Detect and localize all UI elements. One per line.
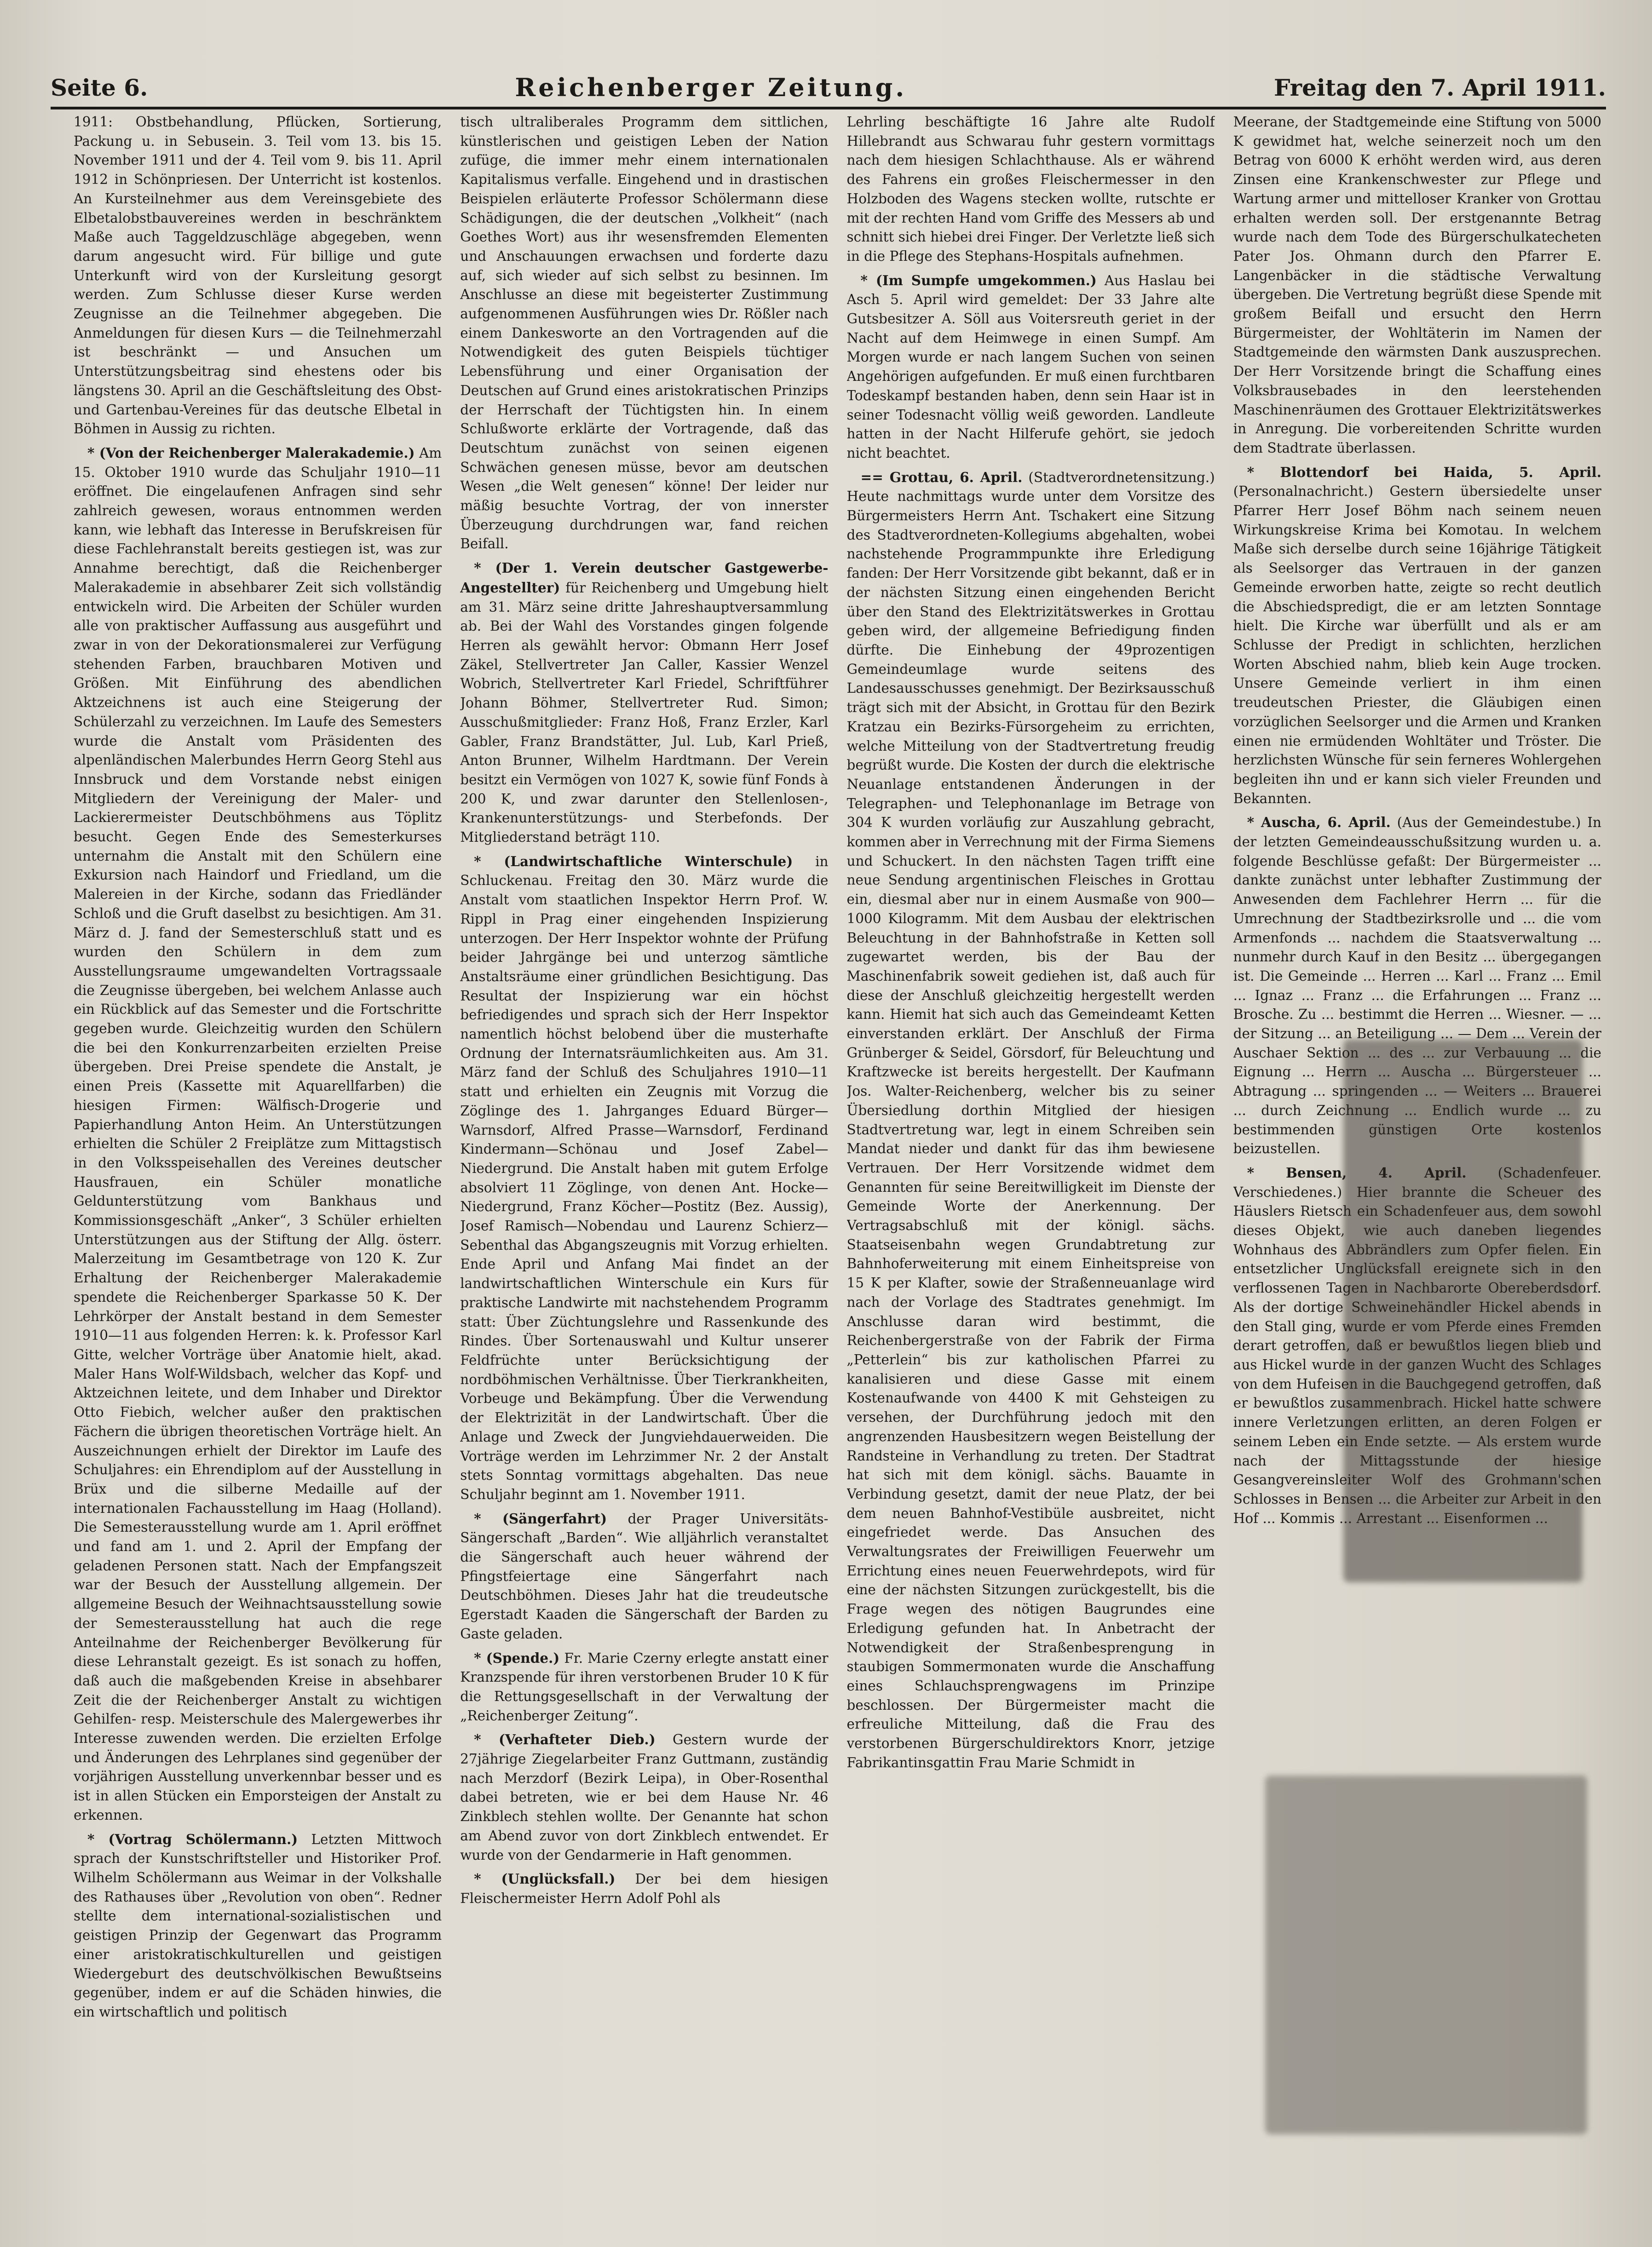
article-heading: * Blottendorf bei Haida, 5. April. bbox=[1247, 464, 1601, 480]
article-heading: * Auscha, 6. April. bbox=[1247, 814, 1391, 831]
article-paragraph bbox=[460, 1649, 828, 1726]
article-paragraph bbox=[847, 468, 1215, 1773]
article-heading: * (Sängerfahrt) bbox=[474, 1510, 607, 1527]
article-text: für Reichenberg und Umgebung hielt am 31. März seine dritte Jahreshauptversammlung ab. Bei der Wahl des Vorstandes gingen folgende Herren als gewählt hervor: Obmann Herr Josef Zäkel, Stellvertreter Jan Caller, Kassier Wenzel Wobrich, Stellvertreter Karl Friedel, Schriftführer Johann Böhmer, Stellvertreter Rud. Simon; Ausschußmitglieder: Franz Hoß, Franz Erzler, Karl Gabler, Franz Brandstätter, Jul. Lub, Karl Prieß, Anton Brunner, Wilhelm Hardtmann. Der Verein besitzt ein Vermögen von 1027 K, sowie fünf Fonds à 200 K, und zwar darunter den Stellenlosen-, Krankenunterstützungs- und Sterbefonds. Der Mitgliederstand beträgt 110. bbox=[460, 580, 829, 845]
article-text: (Stadtverordnetensitzung.) Heute nachmittags wurde unter dem Vorsitze des Bürgermeisters Herrn Ant. Tschakert eine Sitzung des Stadtverordneten-Kollegiums abgehalten, wobei nachstehende Programmpunkte ihre Erledigung fanden: Der Herr Vorsitzende gibt bekannt, daß er in der nächsten Sitzung einen eingehenden Bericht über den Stand des Elektrizitätswerkes in Grottau geben wird, der allgemeine Befriedigung finden dürfte. Die Einhebung der 49prozentigen Gemeindeumlage wurde seitens des Landesausschusses genehmigt. Der Bezirksausschuß trägt sich mit der Absicht, in Grottau für den Bezirk Kratzau ein Bezirks-Fürsorgeheim zu errichten, welche Mitteilung von der Stadtvertretung freudig begrüßt wurde. Die Kosten der durch die elektrische Neuanlage entstandenen Änderungen in der Telegraphen- und Telephonanlage im Betrage von 304 K wurden vorläufig zur Auszahlung gebracht, kommen aber in Verrechnung mit der Firma Siemens und Schuckert. In den nächsten Tagen trifft eine neue Sendung argentinischen Fleisches in Grottau ein, diesmal aber nur in einem Ausmaße von 900—1000 Kilogramm. Mit dem Ausbau der elektrischen Beleuchtung in der Bahnhofstraße in Ketten soll zugewartet werden, bis der Bau der Maschinenfabrik soweit gediehen ist, daß auch für diese der Anschluß gleichzeitig hergestellt werden kann. Hiemit hat sich auch das Gemeindeamt Ketten einverstanden erklärt. Der Anschluß der Firma Grünberger & Seidel, Görsdorf, für Beleuchtung und Kraftzwecke ist bereits hergestellt. Der Kaufmann Jos. Walter-Reichenberg, welcher bis zu seiner Übersiedlung dorthin Mitglied der hiesigen Stadtvertretung war, legt in einem Schreiben sein Mandat nieder und dankt für das ihm bewiesene Vertrauen. Der Herr Vorsitzende widmet dem Genannten für seine Bereitwilligkeit im Dienste der Gemeinde Worte der Anerkennung. Der Vertragsabschluß mit der königl. sächs. Staatseisenbahn wegen Grundabtretung zur Bahnhoferweiterung mit einem Einheitspreise von 15 K per Klafter, sowie der Straßenneuanlage wird nach der Vorlage des Stadtrates genehmigt. Im Anschlusse daran wird bestimmt, die Reichenbergerstraße von der Fabrik der Firma „Petterlein“ bis zur katholischen Pfarrei zu kanalisieren und diese Gasse mit einem Kostenaufwande von 4400 K mit Gehsteigen zu versehen, der Durchführung jedoch mit den angrenzenden Hausbesitzern wegen Beistellung der Randsteine in Verhandlung zu treten. Der Stadtrat hat sich mit dem königl. sächs. Bauamte in Verbindung gesetzt, damit der neue Platz, der bei dem neuen Bahnhof-Vestibüle ausbreitet, nicht eingefriedet werde. Das Ansuchen des Verwaltungsrates der Freiwilligen Feuerwehr um Errichtung eines neuen Feuerwehrdepots, wird für eine der nächsten Sitzungen zurückgestellt, bis die Frage wegen des nötigen Baugrundes eine Erledigung gefunden hat. In Anbetracht der Notwendigkeit der Straßenbesprengung in staubigen Sommermonaten wurde die Anschaffung eines Schlauchsprengwagens im Prinzipe beschlossen. Der Bürgermeister macht die erfreuliche Mitteilung, daß die Frau des verstorbenen Bürgerschuldirektors Knorr, jetzige Fabrikantinsgattin Frau Marie Schmidt in bbox=[846, 469, 1215, 1770]
article-heading: * (Landwirtschaftliche Winterschule) bbox=[474, 853, 793, 869]
article-paragraph bbox=[1233, 113, 1601, 458]
page-number: Seite 6. bbox=[51, 74, 148, 101]
article-text: Meerane, der Stadtgemeinde eine Stiftung von 5000 K gewidmet hat, welche seinerzeit noch um den Betrag von 6000 K erhöht werden wird, aus deren Zinsen eine Krankenschwester zur Pflege und Wartung armer und mittelloser Kranker von Grottau erhalten werden soll. Der erstgenannte Betrag wurde nach dem Tode des Bürgerschulkatecheten Pater Jos. Ohmann durch den Pfarrer E. Langenbäcker in die städtische Verwaltung übergeben. Die Vertretung begrüßt diese Spende mit großem Beifall und ersucht den Herrn Bürgermeister, der Wohltäterin im Namen der Stadtgemeinde den wärmsten Dank auszusprechen. Der Herr Vorsitzende bringt die Schaffung eines Volksbrausebades in den leerstehenden Maschinenräumen des Grottauer Elektrizitätswerkes in Anregung. Die vorbereitenden Schritte wurden dem Stadtrate überlassen. bbox=[1233, 114, 1601, 456]
article-paragraph bbox=[460, 1869, 828, 1908]
article-paragraph bbox=[1233, 463, 1601, 809]
article-heading: * Bensen, 4. April. bbox=[1247, 1164, 1467, 1181]
article-text: Fr. Marie Czerny erlegte anstatt einer Kranzspende für ihren verstorbenen Bruder 10 K für die Rettungsgesellschaft in der Verwaltung der „Reichenberger Zeitung“. bbox=[460, 1650, 829, 1724]
article-text: (Personalnachricht.) Gestern übersiedelte unser Pfarrer Herr Josef Böhm nach seinem neuen Wirkungskreise Krima bei Komotau. In welchem Maße sich derselbe durch seine 16jährige Tätigkeit als Seelsorger das Vertrauen in der ganzen Gemeinde erworben hatte, zeigte so recht deutlich die Abschiedspredigt, die er am letzten Sonntage hielt. Die Kirche war überfüllt und als er am Schlusse der Predigt in schlichten, herzlichen Worten Abschied nahm, blieb kein Auge trocken. Unsere Gemeinde verliert in ihm einen treudeutschen Priester, die Gläubigen einen vorzüglichen Seelsorger und die Armen und Kranken einen nie ermüdenden Wohltäter und Tröster. Die herzlichsten Wünsche für sein ferneres Wohlergehen begleiten ihn und er kann sich vieler Freunden und Bekannten. bbox=[1233, 483, 1601, 806]
article-text: Am 15. Oktober 1910 wurde das Schuljahr 1910—11 eröffnet. Die eingelaufenen Anfragen sind sehr zahlreich gewesen, woraus entnommen werden kann, wie lebhaft das Interesse in Berufskreisen für diese Fachlehranstalt bereits gestiegen ist, was zur Annahme berechtigt, daß die Reichenberger Malerakademie in absehbarer Zeit sich vollständig entwickeln wird. Die Arbeiten der Schüler wurden alle von praktischer Auffassung aus ausgeführt und zwar in von der Dekorationsmalerei zur Verfügung stehenden Farben, brauchbaren Motiven und Größen. Mit Einführung des abendlichen Aktzeichnens ist auch eine Steigerung der Schülerzahl zu verzeichnen. Im Laufe des Semesters wurde die Anstalt vom Präsidenten des alpenländischen Malerbundes Herrn Georg Stehl aus Innsbruck und dem Vorstande nebst einigen Mitgliedern der Vereinigung der Maler- und Lackierermeister Deutschböhmens aus Töplitz besucht. Gegen Ende des Semesterkurses unternahm die Anstalt mit den Schülern eine Exkursion nach Haindorf und Friedland, um die Malereien in der Kirche, sodann das Friedländer Schloß und die Gruft daselbst zu besichtigen. Am 31. März d. J. fand der Semesterschluß statt und es wurden den Schülern in dem zum Ausstellungsraume umgewandelten Vortragssaale die Zeugnisse übergeben, bei welchem Anlasse auch ein Rückblick auf das Semester und die Fortschritte gegeben wurde. Gleichzeitig wurden den Schülern die bei den Konkurrenzarbeiten erzielten Preise übergeben. Drei Preise spendete die Anstalt, je einen Preis (Kassette mit Aquarellfarben) die hiesigen Firmen: Wälfisch-Drogerie und Papierhandlung Anton Heim. An Unterstützungen erhielten die Schüler 2 Freiplätze zum Mittagstisch in den Volksspeisehallen des Vereines deutscher Hausfrauen, ein Schüler monatliche Geldunterstützung vom Bankhaus und Kommissionsgeschäft „Anker“, 3 Schüler erhielten Unterstützungen aus der Stiftung der Allg. österr. Malerzeitung im Gesamtbetrage von 120 K. Zur Erhaltung der Reichenberger Malerakademie spendete die Reichenberger Sparkasse 50 K. Der Lehrkörper der Anstalt bestand in dem Semester 1910—11 aus folgenden Herren: k. k. Professor Karl Gitte, welcher Vorträge über Anatomie hielt, akad. Maler Hans Wolf-Wildsbach, welcher das Kopf- und Aktzeichnen leitete, und dem Inhaber und Direktor Otto Fiebich, welcher außer den praktischen Fächern die übrigen theoretischen Vorträge hielt. An Auszeichnungen erhielt der Direktor im Laufe des Schuljahres: ein Ehrendiplom auf der Ausstellung in Brüx und die silberne Medaille auf der internationalen Fachausstellung im Haag (Holland). Die Semesterausstellung wurde am 1. April eröffnet und fand am 1. und 2. April der Empfang der geladenen Personen statt. Nach der Empfangszeit war der Besuch der Ausstellung allgemein. Der allgemeine Besuch der Weihnachtsausstellung sowie der Semesterausstellung hat auch die rege Anteilnahme der Reichenberger Bevölkerung für diese Lehranstalt gezeigt. Es ist sonach zu hoffen, daß auch die maßgebenden Kreise in absehbarer Zeit die der Reichenberger Anstalt zu wichtigen Gehilfen- resp. Meisterschule des Malergewerbes ihr Interesse zuwenden werden. Die erzielten Erfolge und Änderungen des Lehrplanes sind gegenüber der vorjährigen Ausstellung unverkennbar besser und es ist in allen Stücken ein Emporsteigen der Anstalt zu erkennen. bbox=[74, 445, 442, 1823]
article-text: Letzten Mittwoch sprach der Kunstschriftsteller und Historiker Prof. Wilhelm Schölermann aus Weimar in der Volkshalle des Rathauses über „Revolution von oben“. Redner stellte dem international-sozialistischen und geistigen Prinzip der Gegenwart das Programm einer aristokratischkulturellen und geistigen Wiedergeburt des deutschvölkischen Bewußtseins gegenüber, indem er auf die Schäden hinwies, die ein wirtschaftlich und politisch bbox=[74, 1831, 442, 2020]
article-heading: * (Von der Reichenberger Malerakademie.) bbox=[87, 444, 415, 461]
article-heading: * (Verhafteter Dieb.) bbox=[474, 1731, 656, 1748]
article-paragraph bbox=[460, 1509, 828, 1644]
article-text: in Schluckenau. Freitag den 30. März wurde die Anstalt vom staatlichen Inspektor Herrn Prof. W. Rippl in Prag einer eingehenden Inspizierung unterzogen. Der Herr Inspektor wohnte der Prüfung beider Jahrgänge bei und unterzog sämtliche Anstaltsräume einer gründlichen Besichtigung. Das Resultat der Inspizierung war ein höchst befriedigendes und sprach sich der Herr Inspektor namentlich höchst belobend über die musterhafte Ordnung der Internatsräumlichkeiten aus. Am 31. März fand der Schluß des Schuljahres 1910—11 statt und erhielten ein Zeugnis mit Vorzug die Zöglinge des 1. Jahrganges Eduard Bürger—Warnsdorf, Alfred Prasse—Warnsdorf, Ferdinand Kindermann—Schönau und Josef Zabel—Niedergrund. Die Anstalt haben mit gutem Erfolge absolviert 11 Zöglinge, von denen Ant. Hocke—Niedergrund, Franz Köcher—Postitz (Bez. Aussig), Josef Ramisch—Nobendau und Laurenz Schierz—Sebenthal das Abgangszeugnis mit Vorzug erhielten. Ende April und Anfang Mai findet an der landwirtschaftlichen Winterschule ein Kurs für praktische Landwirte mit nachstehendem Programm statt: Über Züchtungslehre und Rassenkunde des Rindes. Über Sortenauswahl und Kultur unserer Feldfrüchte unter Berücksichtigung der nordböhmischen Verhältnisse. Über Tierkrankheiten, Vorbeuge und Bekämpfung. Über die Verwendung der Elektrizität in der Landwirtschaft. Über die Anlage und Zweck der Jungviehdauerweiden. Die Vorträge werden im Lehrzimmer Nr. 2 der Anstalt stets Sonntag vormittags abgehalten. Das neue Schuljahr beginnt am 1. November 1911. bbox=[460, 853, 829, 1502]
article-paragraph bbox=[460, 113, 828, 554]
article-text: (Schadenfeuer. Verschiedenes.) Hier brannte die Scheuer des Häuslers Rietsch ein Schadenfeuer aus, dem sowohl dieses Objekt, wie auch daneben liegendes Wohnhaus des Abbrändlers zum Opfer fielen. Ein entsetzlicher Unglücksfall ereignete sich in den verflossenen Tagen in Nachbarorte Obereberdsdorf. Als der dortige Schweinehändler Hickel abends in den Stall ging, wurde er vom Pferde eines Fremden derart getroffen, daß er bewußtlos liegen blieb und aus Hickel wurde in der ganzen Wucht des Schlages von dem Hufeisen in die Bauchgegend getroffen, daß er bewußtlos zusammenbrach. Hickel hatte schwere innere Verletzungen erlitten, an deren Folgen er seinem Leben ein Ende setzte. — Als erstem wurde nach der Mittagsstunde der hiesige Gesangvereinsleiter Wolf des Grohmann'schen Schlosses in Bensen ... die Arbeiter zur Arbeit in den Hof ... Kommis ... Arrestant ... Eisenformen ... bbox=[1233, 1165, 1601, 1526]
issue-date: Freitag den 7. April 1911. bbox=[1274, 74, 1606, 101]
newspaper-masthead: Reichenberger Zeitung. bbox=[515, 73, 907, 102]
article-heading: * (Spende.) bbox=[474, 1649, 560, 1666]
article-text: Gestern wurde der 27jährige Ziegelarbeiter Franz Guttmann, zuständig nach Merzdorf (Bezirk Leipa), in Ober-Rosenthal dabei betreten, wie er bei dem Hause Nr. 46 Zinkblech stehlen wollte. Der Genannte hat schon am Abend zuvor von dort Zinkblech entwendet. Er wurde von der Gendarmerie in Haft genommen. bbox=[460, 1732, 829, 1863]
article-text: 1911: Obstbehandlung, Pflücken, Sortierung, Packung u. in Sebusein. 3. Teil vom 13. bis 15. November 1911 und der 4. Teil vom 9. bis 11. April 1912 in Schönpriesen. Der Unterricht ist kostenlos. An Kursteilnehmer aus dem Vereinsgebiete des Elbetalobstbauvereines werden in beschränktem Maße auch Taggeldzuschläge abgegeben, wenn darum angesucht wird. Für billige und gute Unterkunft wird von der Kursleitung gesorgt werden. Zum Schlusse dieser Kurse werden Zeugnisse an die Teilnehmer abgegeben. Die Anmeldungen für diesen Kurs — die Teilnehmerzahl ist beschränkt — und Ansuchen um Unterstützungsbeitrag sind ehestens oder bis längstens 30. April an die Geschäftsleitung des Obst- und Gartenbau-Vereines für das deutsche Elbetal in Böhmen in Aussig zu richten. bbox=[74, 114, 442, 437]
article-heading: * (Vortrag Schölermann.) bbox=[87, 1831, 298, 1847]
article-paragraph bbox=[460, 852, 828, 1505]
column-1 bbox=[74, 113, 442, 2229]
ink-smudge bbox=[1343, 1040, 1583, 1582]
article-text: tisch ultraliberales Programm dem sittlichen, künstlerischen und geistigen Leben der Nation zufüge, die immer mehr einem internationalen Kapitalismus verfalle. Eingehend und in drastischen Beispielen erläuterte Professor Schölermann diese Schädigungen, die der deutschen „Volkheit“ (nach Goethes Wort) aus ihr wesensfremden Elementen und Anschauungen erwachsen und forderte dazu auf, sich wieder auf sich selbst zu besinnen. Im Anschlusse an diese mit begeisterter Zustimmung aufgenommenen Ausführungen wies Dr. Rößler nach einem Dankesworte an den Vortragenden auf die Notwendigkeit des guten Beispiels tüchtiger Lebensführung und einer Organisation der Deutschen auf Grund eines aristokratischen Prinzips der Herrschaft der Tüchtigsten hin. In einem Schlußworte erklärte der Vortragende, daß das Deutschtum zunächst von seinen eigenen Schwächen genesen müsse, bevor am deutschen Wesen „die Welt genesen“ könne! Der leider nur mäßig besuchte Vortrag, der von innerster Überzeugung durchdrungen war, fand reichen Beifall. bbox=[460, 114, 829, 552]
article-paragraph bbox=[847, 113, 1215, 266]
article-paragraph bbox=[74, 1830, 442, 2022]
article-heading: * (Der 1. Verein deutscher Gastgewerbe-Angestellter) bbox=[460, 560, 829, 596]
article-heading: == Grottau, 6. April. bbox=[860, 469, 1023, 485]
article-paragraph bbox=[74, 443, 442, 1825]
article-heading: * (Unglücksfall.) bbox=[474, 1871, 616, 1887]
article-text: Lehrling beschäftigte 16 Jahre alte Rudolf Hillebrandt aus Schwarau fuhr gestern vormittags nach dem hiesigen Schlachthause. Als er während des Fahrens ein großes Fleischermesser in den Holzboden des Wagens stecken wollte, rutschte er mit der rechten Hand vom Griffe des Messers ab und schnitt sich hiebei drei Finger. Der Verletzte ließ sich in die Pflege des Stephans-Hospitals aufnehmen. bbox=[846, 114, 1215, 264]
article-text: Aus Haslau bei Asch 5. April wird gemeldet: Der 33 Jahre alte Gutsbesitzer A. Söll aus Voitersreuth geriet in der Nacht auf dem Heimwege in einen Sumpf. Am Morgen wurde er nach langem Suchen von seinen Angehörigen aufgefunden. Er muß einen furchtbaren Todeskampf bestanden haben, denn sein Haar ist in seiner Todesnacht völlig weiß geworden. Landleute hatten in der Nacht Hilferufe gehört, sie jedoch nicht beachtet. bbox=[846, 272, 1215, 461]
column-3 bbox=[847, 113, 1215, 2229]
ink-smudge bbox=[1265, 1776, 1587, 2134]
article-paragraph bbox=[74, 113, 442, 439]
article-paragraph bbox=[460, 1730, 828, 1865]
article-text: der Prager Universitäts-Sängerschaft „Barden“. Wie alljährlich veranstaltet die Sängerschaft auch heuer während der Pfingstfeiertage eine Sängerfahrt nach Deutschböhmen. Dieses Jahr hat die treudeutsche Egerstadt Kaaden die Sängerschaft der Barden zu Gaste geladen. bbox=[460, 1511, 829, 1642]
page-header bbox=[51, 69, 1606, 106]
article-text: Der bei dem hiesigen Fleischermeister Herrn Adolf Pohl als bbox=[460, 1871, 829, 1906]
article-heading: * (Im Sumpfe umgekommen.) bbox=[860, 272, 1097, 288]
article-paragraph bbox=[847, 271, 1215, 463]
article-text: (Aus der Gemeindestube.) In der letzten Gemeindeausschußsitzung wurden u. a. folgende Beschlüsse gefaßt: Der Bürgermeister ... dankte zunächst unter lebhafter Zustimmung der Anwesenden dem Fachlehrer Herrn ... für die Umrechnung der Stadtbezirksrolle und ... die vom Armenfonds ... nachdem die Staatsverwaltung ... nunmehr durch Kauf in den Besitz ... übergegangen ist. Die Gemeinde ... Herren ... Karl ... Franz ... Emil ... Ignaz ... Franz ... die Erfahrungen ... Franz ... Brosche. Zu ... bestimmt die Herren ... Wiesner. — ... der Sitzung ... an Beteiligung ... — Dem ... Verein der Auschaer Sektion ... des ... zur Verbauung ... die Eignung ... Herrn ... Auscha ... Bürgersteuer ... Abtragung ... springenden ... — Weiters ... Brauerei ... durch Zeichnung ... Endlich wurde ... zu bestimmenden günstigen Orte kostenlos beizustellen. bbox=[1233, 815, 1601, 1157]
article-paragraph bbox=[460, 558, 828, 847]
column-2 bbox=[460, 113, 828, 2229]
header-rule bbox=[51, 107, 1606, 109]
